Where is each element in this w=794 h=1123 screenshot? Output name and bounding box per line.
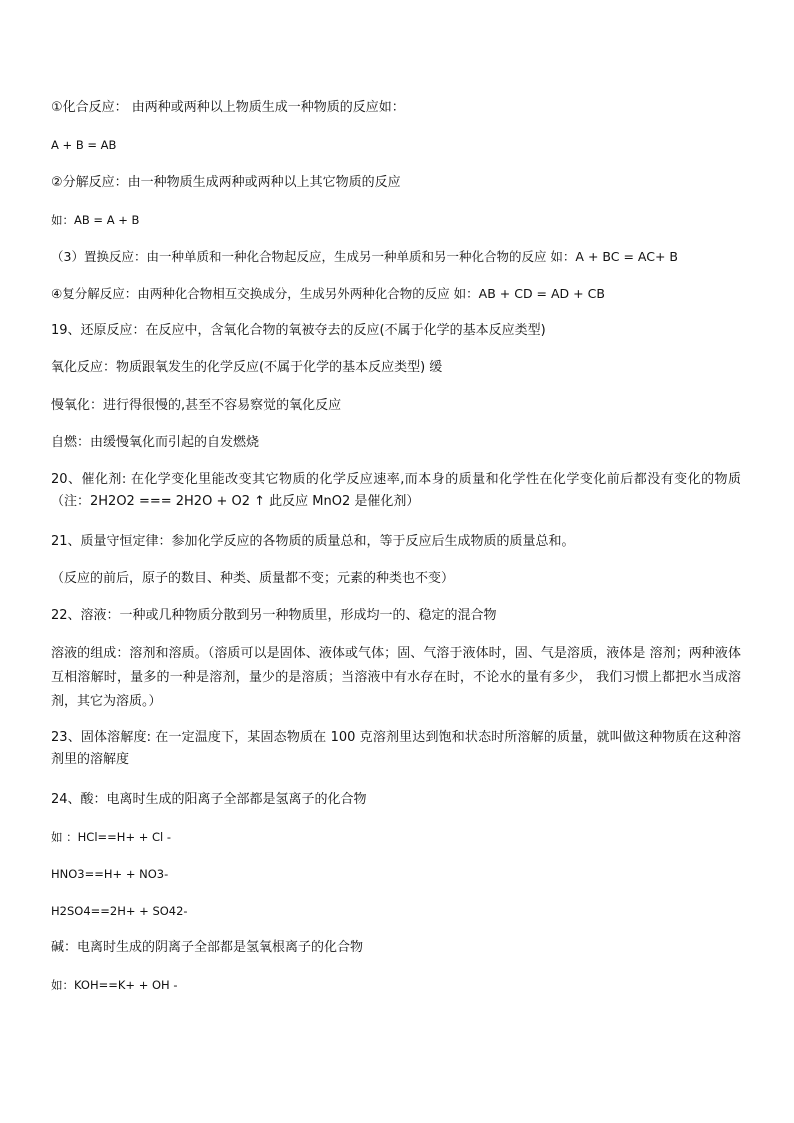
text-line: 21、质量守恒定律：参加化学反应的各物质的质量总和，等于反应后生成物质的质量总和。 <box>51 534 575 549</box>
text-paragraph: 20、催化剂: 在化学变化里能改变其它物质的化学反应速率,而本身的质量和化学性在化学变化前后都没有变化的物质（注：2H2O2 === 2H2O + O2 ↑ 此反应 MnO2 是催化剂） <box>51 472 741 509</box>
text-line: H2SO4==2H+ + SO42- <box>51 904 188 918</box>
text-paragraph: 23、固体溶解度: 在一定温度下，某固态物质在 100 克溶剂里达到饱和状态时所溶解的质量，就叫做这种物质在这种溶剂里的溶解度 <box>51 730 741 767</box>
text-line: 如：KOH==K+ + OH - <box>51 978 178 992</box>
text-line: （3）置换反应：由一种单质和一种化合物起反应，生成另一种单质和另一种化合物的反应 如：A + BC = AC+ B <box>51 249 678 264</box>
text-line: 22、溶液：一种或几种物质分散到另一种物质里，形成均一的、稳定的混合物 <box>51 608 497 623</box>
text-line: HNO3==H+ + NO3- <box>51 867 169 881</box>
text-line: ①化合反应： 由两种或两种以上物质生成一种物质的反应如： <box>51 100 405 115</box>
text-line: 24、酸：电离时生成的阳离子全部都是氢离子的化合物 <box>51 792 367 807</box>
text-line: ②分解反应：由一种物质生成两种或两种以上其它物质的反应 <box>51 175 401 190</box>
text-line: 如 ：HCl==H+ + Cl - <box>51 830 172 844</box>
text-line: A + B = AB <box>51 138 117 152</box>
text-line: 19、还原反应：在反应中，含氧化合物的氧被夺去的反应(不属于化学的基本反应类型) <box>51 323 546 338</box>
text-line: ④复分解反应：由两种化合物相互交换成分，生成另外两种化合物的反应 如：AB + CD = AD + CB <box>51 286 605 301</box>
text-paragraph: 溶液的组成：溶剂和溶质。（溶质可以是固体、液体或气体；固、气溶于液体时，固、气是溶质，液体是 溶剂；两种液体互相溶解时，量多的一种是溶剂，量少的是溶质；当溶液中有水存在时，不论水的量有多少， 我们习惯上都把水当成溶剂，其它为溶质。） <box>51 646 741 709</box>
text-line: 氧化反应：物质跟氧发生的化学反应(不属于化学的基本反应类型) 缓 <box>51 360 443 375</box>
text-line: 慢氧化：进行得很慢的,甚至不容易察觉的氧化反应 <box>51 398 342 413</box>
text-line: 碱：电离时生成的阴离子全部都是氢氧根离子的化合物 <box>51 940 364 955</box>
text-line: 如：AB = A + B <box>51 213 140 227</box>
text-line: （反应的前后，原子的数目、种类、质量都不变；元素的种类也不变） <box>51 571 455 586</box>
text-line: 自燃：由缓慢氧化而引起的自发燃烧 <box>51 435 260 450</box>
